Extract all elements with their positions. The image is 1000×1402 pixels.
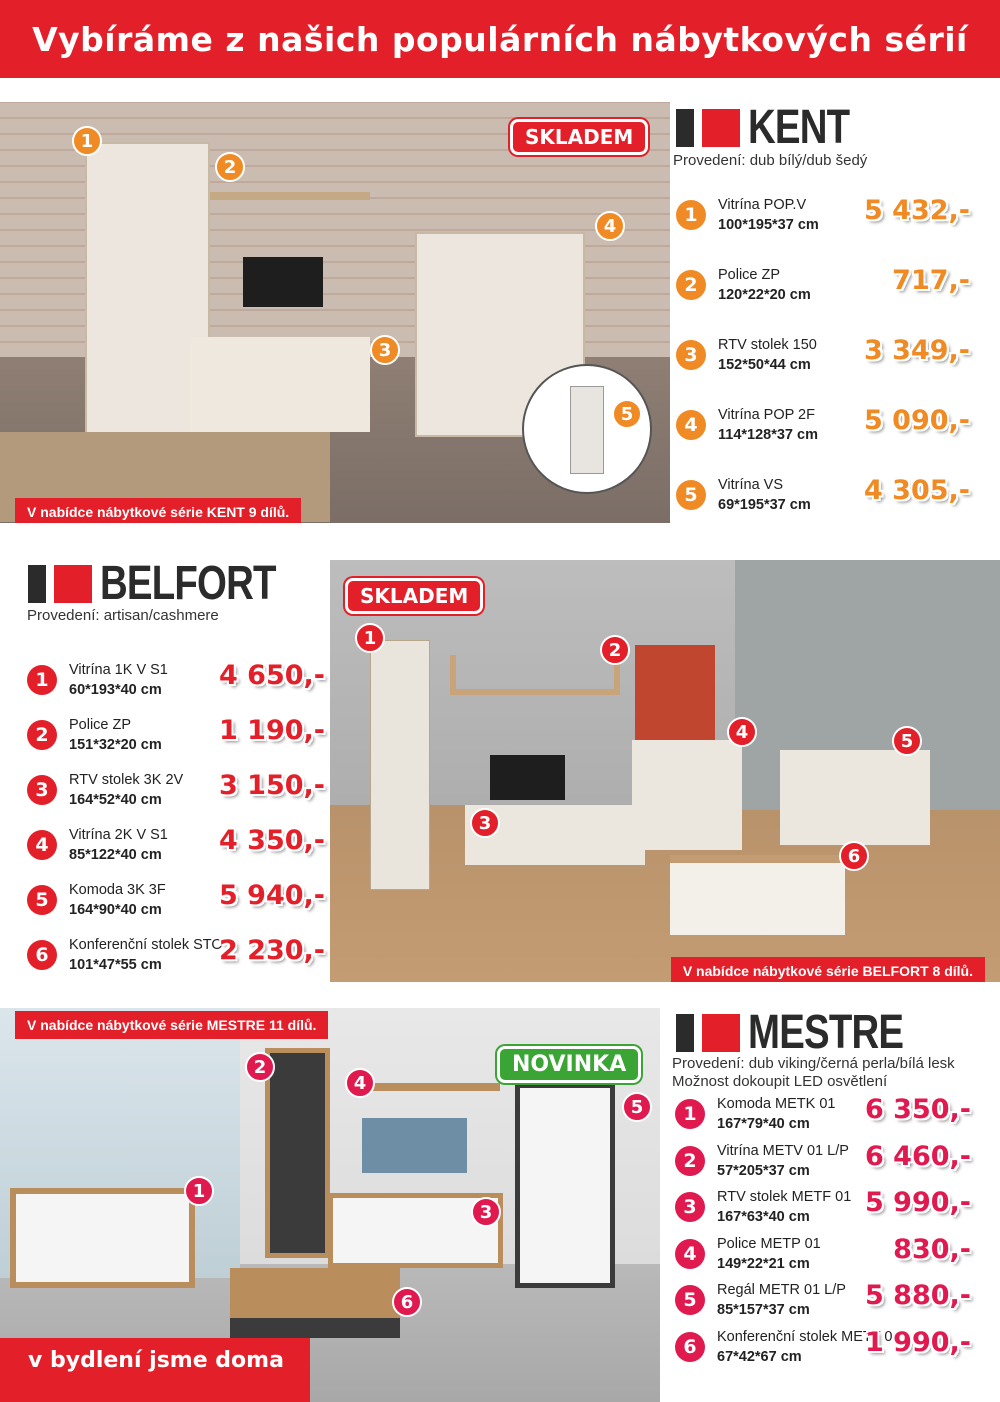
item-name: Police ZP xyxy=(69,717,132,733)
product-item xyxy=(675,1327,971,1367)
marker-2: 2 xyxy=(245,1052,275,1082)
item-price: 2 230,- xyxy=(218,935,325,966)
product-item xyxy=(27,660,325,700)
stock-badge: SKLADEM xyxy=(345,578,483,614)
item-dimensions: 57*205*37 cm xyxy=(717,1162,810,1179)
item-name: Komoda METK 01 xyxy=(717,1096,836,1112)
item-name: Vitrína METV 01 L/P xyxy=(717,1142,849,1159)
belfort-finish: Provedení: artisan/cashmere xyxy=(27,607,219,624)
marker-6: 6 xyxy=(392,1287,422,1317)
item-name: Komoda 3K 3F xyxy=(69,882,166,898)
item-name: RTV stolek METF 01 xyxy=(717,1189,852,1205)
stock-badge: SKLADEM xyxy=(510,119,648,155)
item-name: Regál METR 01 L/P xyxy=(717,1282,846,1298)
product-item xyxy=(676,475,970,515)
item-price: 5 990,- xyxy=(864,1187,971,1218)
item-dimensions: 167*79*40 cm xyxy=(717,1116,810,1132)
item-price: 4 350,- xyxy=(218,825,325,856)
item-name: Vitrína POP 2F xyxy=(718,407,815,423)
belfort-logo: BELFORT xyxy=(28,560,320,608)
new-badge: NOVINKA xyxy=(497,1046,641,1083)
item-number-badge: 4 xyxy=(676,410,706,440)
marker-4: 4 xyxy=(595,211,625,241)
marker-5: 5 xyxy=(622,1092,652,1122)
item-number-badge: 5 xyxy=(27,885,57,915)
product-item xyxy=(675,1141,971,1181)
item-price: 5 940,- xyxy=(218,880,325,911)
item-price: 3 150,- xyxy=(218,770,325,801)
item-name: Police METP 01 xyxy=(717,1235,821,1252)
item-number-badge: 3 xyxy=(676,340,706,370)
marker-2: 2 xyxy=(215,152,245,182)
item-price: 5 432,- xyxy=(863,195,970,226)
product-item xyxy=(675,1280,971,1320)
item-number-badge: 6 xyxy=(27,940,57,970)
item-number-badge: 2 xyxy=(675,1146,705,1176)
marker-1: 1 xyxy=(184,1176,214,1206)
product-item xyxy=(675,1187,971,1227)
kent-logo: KENT xyxy=(676,104,875,152)
item-name: Vitrína POP.V xyxy=(718,197,807,213)
mestre-finish: Provedení: dub viking/černá perla/bílá lesk xyxy=(672,1055,955,1072)
item-dimensions: 167*63*40 cm xyxy=(717,1209,810,1225)
item-price: 6 350,- xyxy=(864,1094,971,1125)
item-dimensions: 67*42*67 cm xyxy=(717,1348,802,1365)
product-item xyxy=(27,715,325,755)
item-dimensions: 101*47*55 cm xyxy=(69,957,162,973)
product-item xyxy=(27,825,325,865)
item-dimensions: 164*90*40 cm xyxy=(69,902,162,918)
item-price: 6 460,- xyxy=(864,1140,971,1172)
product-item xyxy=(675,1094,971,1134)
marker-3: 3 xyxy=(471,1197,501,1227)
item-dimensions: 60*193*40 cm xyxy=(69,682,162,698)
item-dimensions: 114*128*37 cm xyxy=(718,427,818,443)
item-price: 4 305,- xyxy=(863,475,970,506)
marker-1: 1 xyxy=(72,126,102,156)
mestre-photo xyxy=(0,1008,660,1402)
product-item xyxy=(27,880,325,920)
item-number-badge: 4 xyxy=(27,830,57,860)
item-dimensions: 85*122*40 cm xyxy=(69,847,162,863)
item-number-badge: 2 xyxy=(676,270,706,300)
item-name: Konferenční stolek STO xyxy=(69,937,223,953)
marker-4: 4 xyxy=(727,717,757,747)
item-number-badge: 5 xyxy=(676,480,706,510)
item-price: 830,- xyxy=(893,1233,971,1265)
product-item xyxy=(676,265,970,305)
item-price: 5 880,- xyxy=(864,1280,971,1311)
item-name: Police ZP xyxy=(718,267,781,283)
product-item xyxy=(27,935,325,975)
item-dimensions: 149*22*21 cm xyxy=(717,1255,810,1272)
marker-3: 3 xyxy=(470,808,500,838)
marker-6: 6 xyxy=(839,841,869,871)
item-name: Vitrína 2K V S1 xyxy=(69,827,168,843)
item-dimensions: 120*22*20 cm xyxy=(718,287,811,303)
item-name: RTV stolek 3K 2V xyxy=(69,772,184,788)
belfort-caption: V nabídce nábytkové série BELFORT 8 dílů. xyxy=(671,957,985,982)
page-title: Vybíráme z našich populárních nábytkových sérií xyxy=(0,0,1000,78)
kent-finish: Provedení: dub bílý/dub šedý xyxy=(673,152,868,169)
marker-4: 4 xyxy=(345,1068,375,1098)
kent-photo xyxy=(0,102,670,523)
item-price: 717,- xyxy=(892,265,970,296)
item-number-badge: 5 xyxy=(675,1285,705,1315)
marker-5: 5 xyxy=(892,726,922,756)
product-item xyxy=(676,405,970,445)
product-item xyxy=(676,195,970,235)
product-item xyxy=(27,770,325,810)
item-price: 3 349,- xyxy=(863,335,970,366)
item-number-badge: 1 xyxy=(676,200,706,230)
item-dimensions: 100*195*37 cm xyxy=(718,217,819,233)
item-name: Vitrína 1K V S1 xyxy=(69,662,168,678)
mestre-logo: MESTRE xyxy=(676,1009,942,1057)
marker-1: 1 xyxy=(355,623,385,653)
item-dimensions: 85*157*37 cm xyxy=(717,1302,810,1318)
slogan: v bydlení jsme doma xyxy=(0,1338,310,1402)
item-dimensions: 69*195*37 cm xyxy=(718,497,811,513)
item-dimensions: 151*32*20 cm xyxy=(69,737,162,753)
item-number-badge: 1 xyxy=(675,1099,705,1129)
marker-3: 3 xyxy=(370,335,400,365)
item-number-badge: 3 xyxy=(675,1192,705,1222)
item-price: 1 190,- xyxy=(218,715,325,746)
mestre-caption: V nabídce nábytkové série MESTRE 11 dílů. xyxy=(15,1011,328,1039)
marker-2: 2 xyxy=(600,635,630,665)
item-number-badge: 2 xyxy=(27,720,57,750)
belfort-photo xyxy=(330,560,1000,982)
item-name: Konferenční stolek METT 01 xyxy=(717,1328,901,1345)
item-price: 5 090,- xyxy=(863,405,970,436)
item-name: Vitrína VS xyxy=(718,477,784,493)
item-number-badge: 1 xyxy=(27,665,57,695)
mestre-note: Možnost dokoupit LED osvětlení xyxy=(672,1073,888,1090)
item-number-badge: 3 xyxy=(27,775,57,805)
product-item xyxy=(675,1234,971,1274)
item-name: RTV stolek 150 xyxy=(718,337,817,353)
item-number-badge: 4 xyxy=(675,1239,705,1269)
kent-caption: V nabídce nábytkové série KENT 9 dílů. xyxy=(15,498,301,523)
item-price: 1 990,- xyxy=(864,1326,971,1358)
item-price: 4 650,- xyxy=(218,660,325,691)
item-number-badge: 6 xyxy=(675,1332,705,1362)
product-item xyxy=(676,335,970,375)
item-dimensions: 164*52*40 cm xyxy=(69,792,162,808)
marker-5: 5 xyxy=(612,399,642,429)
item-dimensions: 152*50*44 cm xyxy=(718,357,811,373)
